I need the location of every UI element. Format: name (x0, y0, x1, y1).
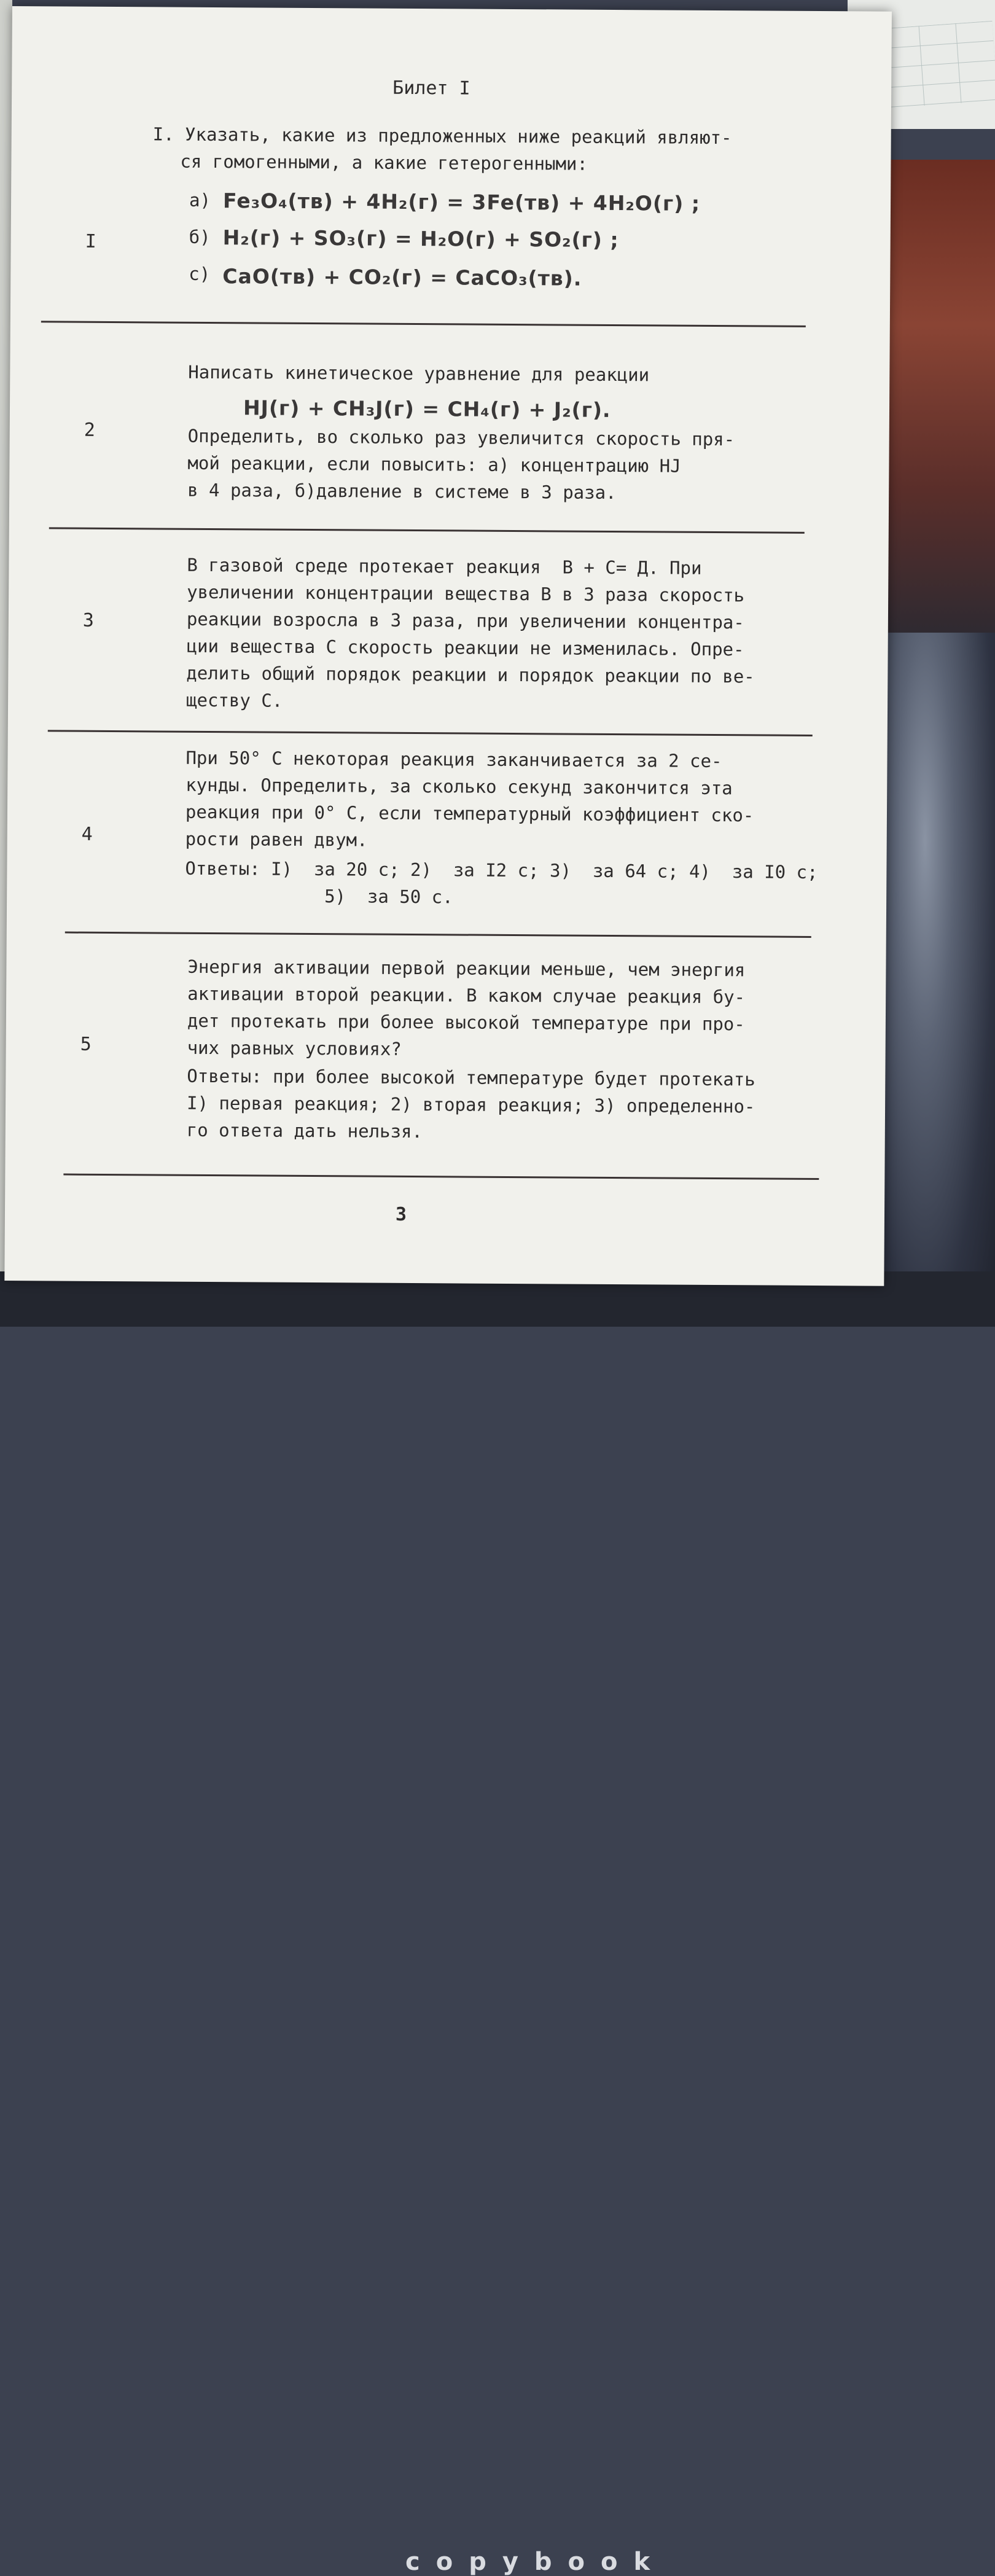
answer-options: го ответа дать нельзя. (186, 1119, 423, 1142)
question-line: делить общий порядок реакции и порядок реакции по ве- (186, 662, 755, 687)
ticket-title: Билет I (392, 77, 470, 100)
question-line: мой реакции, если повысить: а) концентрацию HJ (187, 452, 681, 477)
option-label: с) (189, 263, 211, 284)
answer-options: I) первая реакция; 2) вторая реакция; 3) определенно- (186, 1092, 755, 1117)
question-intro: Написать кинетическое уравнение для реакции (188, 361, 650, 386)
section-divider (48, 730, 813, 736)
question-line: реакции возросла в 3 раза, при увеличении концентра- (186, 608, 744, 633)
question-number: 4 (81, 823, 93, 845)
question-line: В газовой среде протекает реакция В + С= Д. При (187, 554, 702, 579)
question-line: I. Указать, какие из предложенных ниже реакций являют- (152, 123, 732, 149)
reaction-formula: CaO(тв) + CO₂(г) = CaCO₃(тв). (222, 264, 582, 291)
question-line: в 4 раза, б)давление в системе в 3 раза. (187, 479, 617, 504)
reaction-formula: H₂(г) + SO₃(г) = H₂O(г) + SO₂(г) ; (222, 225, 619, 252)
question-line: активации второй реакции. В каком случае реакция бу- (187, 983, 746, 1008)
question-line: дет протекать при более высокой температуре при про- (187, 1010, 745, 1035)
answer-options: Ответы: при более высокой температуре будет протекать (187, 1065, 755, 1090)
background-notebook-cover (878, 160, 995, 633)
question-line: рости равен двум. (185, 828, 368, 851)
answer-options: 5) за 50 с. (185, 884, 453, 908)
page-number: 3 (395, 1203, 407, 1225)
reaction-formula: HJ(г) + CH₃J(г) = CH₄(г) + J₂(г). (243, 396, 611, 422)
section-divider (49, 527, 805, 534)
option-label: а) (189, 189, 211, 211)
section-divider (41, 321, 806, 327)
section-divider (63, 1174, 819, 1181)
option-label: б) (189, 226, 211, 248)
brand-label: copybook (405, 2548, 666, 2576)
question-line: ществу С. (186, 689, 283, 711)
question-line: ся гомогенными, а какие гетерогенными: (180, 150, 588, 174)
question-line: реакция при 0° С, если температурный коэффициент ско- (185, 801, 754, 826)
reaction-formula: Fe₃O₄(тв) + 4H₂(г) = 3Fe(тв) + 4H₂O(г) ; (222, 189, 701, 216)
question-line: Энергия активации первой реакции меньше, чем энергия (187, 956, 746, 981)
question-number: 3 (82, 609, 95, 631)
question-line: При 50° С некоторая реакция заканчивается за 2 се- (185, 747, 722, 772)
question-line: Определить, во сколько раз увеличится скорость пря- (187, 425, 735, 450)
question-line: ции вещества С скорость реакции не изменилась. Опре- (186, 635, 744, 660)
background-table-grid (882, 21, 995, 108)
answer-options: Ответы: I) за 20 с; 2) за I2 с; 3) за 64 с; 4) за I0 с; (185, 857, 818, 883)
question-line: кунды. Определить, за сколько секунд закончится эта (185, 774, 733, 799)
question-line: чих равных условиях? (187, 1037, 402, 1060)
question-number: I (85, 230, 96, 252)
section-divider (65, 932, 811, 938)
ticket-sheet (4, 6, 892, 1286)
question-number: 2 (84, 419, 95, 441)
question-number: 5 (80, 1033, 92, 1055)
background-space-image (878, 633, 995, 1327)
question-line: увеличении концентрации вещества В в 3 раза скорость (187, 581, 745, 606)
